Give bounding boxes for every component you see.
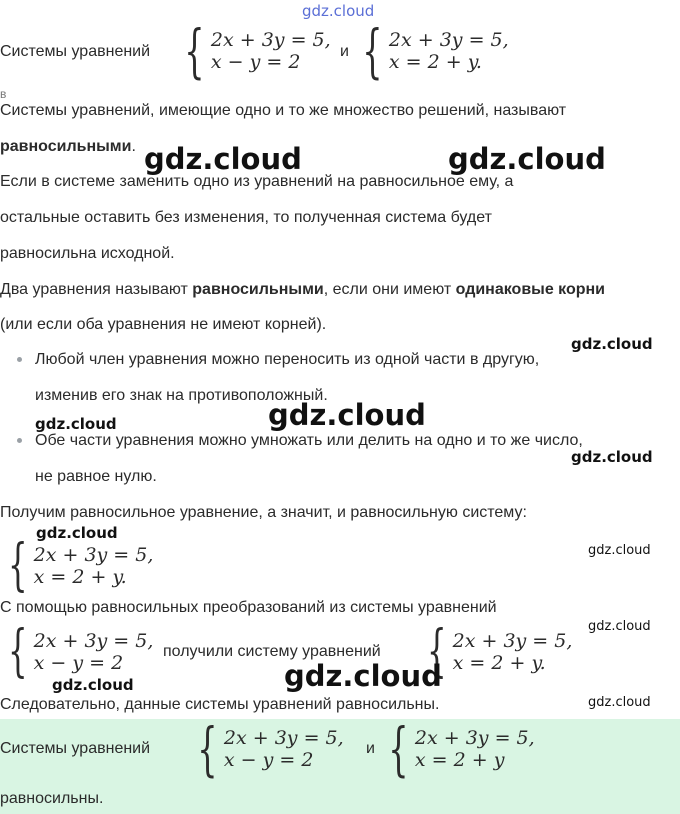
equation: 2x + 3y = 5, (33, 544, 154, 566)
bullet2-line2: не равное нулю. (35, 468, 157, 485)
brace-icon: { (388, 715, 409, 783)
def1-bold: равносильными (0, 138, 132, 155)
watermark: gdz.cloud (588, 543, 651, 558)
equation: 2x + 3y = 5, (388, 29, 509, 51)
def2-line2: (или если оба уравнения не имеют корней). (0, 316, 327, 333)
answer-system-2 (380, 715, 535, 783)
watermark: gdz.cloud (588, 695, 651, 710)
brace-icon: { (197, 715, 218, 783)
top-prefix: Системы уравнений (0, 43, 151, 60)
conclusion-text: Следовательно, данные системы уравнений равносильны. (0, 696, 440, 713)
watermark: gdz.cloud (571, 448, 653, 466)
brace-icon: { (427, 619, 447, 684)
para2-line3: равносильна исходной. (0, 245, 175, 262)
def2-bold1: равносильными (192, 281, 324, 298)
brace-icon: { (8, 533, 28, 598)
transform-system-2 (419, 619, 573, 684)
watermark: gdz.cloud (35, 415, 117, 433)
watermark: gdz.cloud (36, 524, 118, 542)
watermark: gdz.cloud (52, 676, 134, 694)
equation: 2x + 3y = 5, (210, 29, 331, 51)
watermark: gdz.cloud (448, 142, 606, 176)
brace-icon: { (8, 619, 28, 684)
equation: x = 2 + y. (33, 566, 127, 588)
answer-end: равносильны. (0, 790, 104, 807)
top-system-2 (354, 17, 509, 85)
result-text: Получим равносильное уравнение, а значит, и равносильную систему: (0, 504, 527, 521)
def2-pre: Два уравнения называют (0, 281, 193, 298)
watermark-top: gdz.cloud (302, 2, 375, 20)
watermark: gdz.cloud (571, 335, 653, 353)
answer-system-1 (189, 715, 344, 783)
def1-line2 (0, 137, 136, 157)
equation: 2x + 3y = 5, (414, 727, 535, 749)
equation: x = 2 + y. (388, 51, 482, 73)
bullet2-line1: Обе части уравнения можно умножать или делить на одно и то же число, (35, 432, 583, 449)
watermark: gdz.cloud (588, 619, 651, 634)
answer-and: и (366, 740, 375, 757)
equation: x − y = 2 (210, 51, 301, 73)
transform-system-1 (0, 619, 154, 684)
bullet1-line1: Любой член уравнения можно переносить из одной части в другую, (35, 351, 540, 368)
bullet-dot (17, 438, 22, 443)
equation: 2x + 3y = 5, (223, 727, 344, 749)
watermark: gdz.cloud (284, 659, 442, 693)
equation: x = 2 + y (414, 749, 505, 771)
para2-line1: Если в системе заменить одно из уравнений на равносильное ему, а (0, 173, 514, 190)
equation: x − y = 2 (223, 749, 314, 771)
top-and: и (340, 43, 349, 60)
def2-bold2: одинаковые корни (455, 281, 605, 298)
top-system-1 (176, 17, 331, 85)
stub-letter: в (0, 87, 7, 101)
para2-line2: остальные оставить без изменения, то полученная система будет (0, 209, 492, 226)
transform-middle: получили систему уравнений (163, 643, 381, 660)
brace-icon: { (184, 17, 205, 85)
def1-line1: Системы уравнений, имеющие одно и то же множество решений, называют (0, 102, 567, 119)
equation: 2x + 3y = 5, (33, 630, 154, 652)
watermark: gdz.cloud (144, 142, 302, 176)
transform-text: С помощью равносильных преобразований из системы уравнений (0, 599, 497, 616)
bullet-dot (17, 357, 22, 362)
def2-line1 (0, 280, 605, 300)
equation: 2x + 3y = 5, (452, 630, 573, 652)
equation: x − y = 2 (33, 652, 124, 674)
brace-icon: { (362, 17, 383, 85)
answer-prefix: Системы уравнений (0, 740, 151, 757)
def1-end: . (131, 138, 136, 155)
equation: x = 2 + y. (452, 652, 546, 674)
def2-mid: , если они имеют (323, 281, 456, 298)
bullet1-line2: изменив его знак на противоположный. (35, 387, 328, 404)
watermark: gdz.cloud (268, 398, 426, 432)
